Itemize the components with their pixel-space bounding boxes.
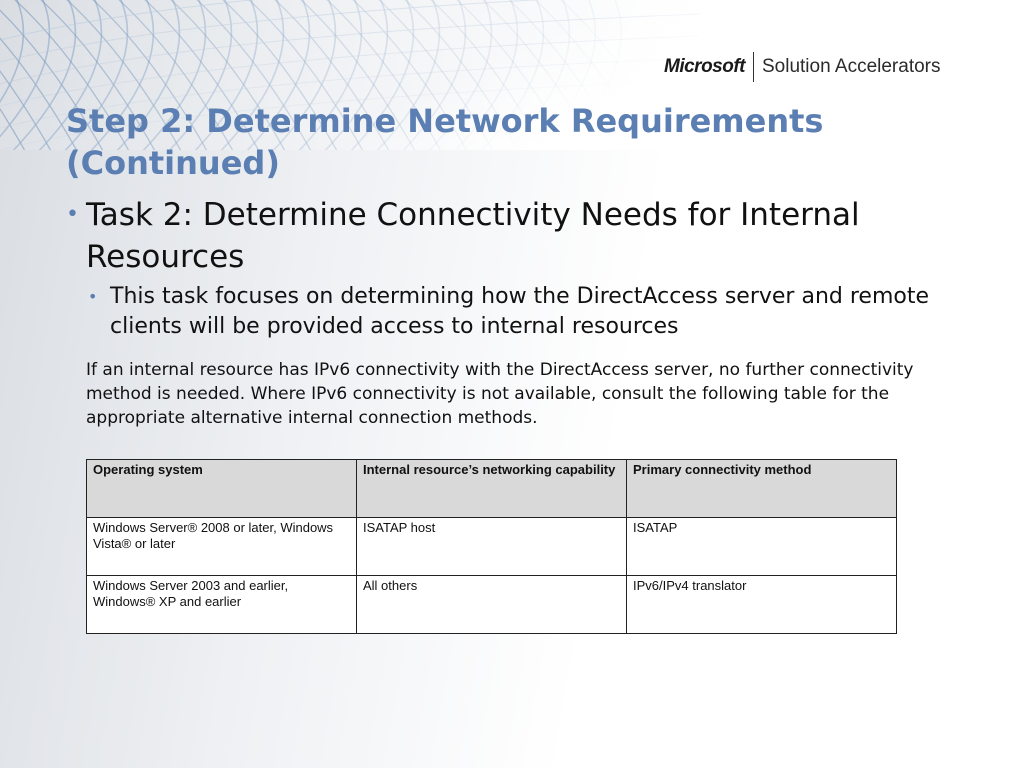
bullet-level1 <box>66 194 966 278</box>
table-row <box>87 576 897 634</box>
table-header-cell: Primary connectivity method <box>627 460 897 518</box>
logo-product: Solution Accelerators <box>762 56 941 77</box>
bullet-dot-icon: • <box>66 202 79 227</box>
table-cell: Windows Server 2003 and earlier, Windows® XP and earlier <box>87 576 357 634</box>
bullet-dot-icon: • <box>88 287 98 306</box>
logo-company: Microsoft <box>664 56 745 77</box>
bullet-level2 <box>88 282 988 342</box>
bullet-level1-text: Task 2: Determine Connectivity Needs for Internal Resources <box>86 197 860 275</box>
table-cell: Windows Server® 2008 or later, Windows Vista® or later <box>87 518 357 576</box>
body-paragraph: If an internal resource has IPv6 connectivity with the DirectAccess server, no further connectivity method is needed. Where IPv6 connectivity is not available, consult the following table for the appropriate alternative internal connection methods. <box>86 360 914 428</box>
table-cell: ISATAP host <box>357 518 627 576</box>
table-header-row <box>87 460 897 518</box>
table-row <box>87 518 897 576</box>
table-cell: IPv6/IPv4 translator <box>627 576 897 634</box>
bullet-level2-text: This task focuses on determining how the DirectAccess server and remote clients will be provided access to internal resources <box>110 284 929 339</box>
table-header-cell: Internal resource’s networking capability <box>357 460 627 518</box>
microsoft-logo <box>664 50 941 84</box>
table-cell: All others <box>357 576 627 634</box>
connectivity-table <box>86 459 897 634</box>
table-header-cell: Operating system <box>87 460 357 518</box>
table-cell: ISATAP <box>627 518 897 576</box>
logo-divider <box>753 52 754 82</box>
slide-title: Step 2: Determine Network Requirements (Continued) <box>66 102 824 182</box>
